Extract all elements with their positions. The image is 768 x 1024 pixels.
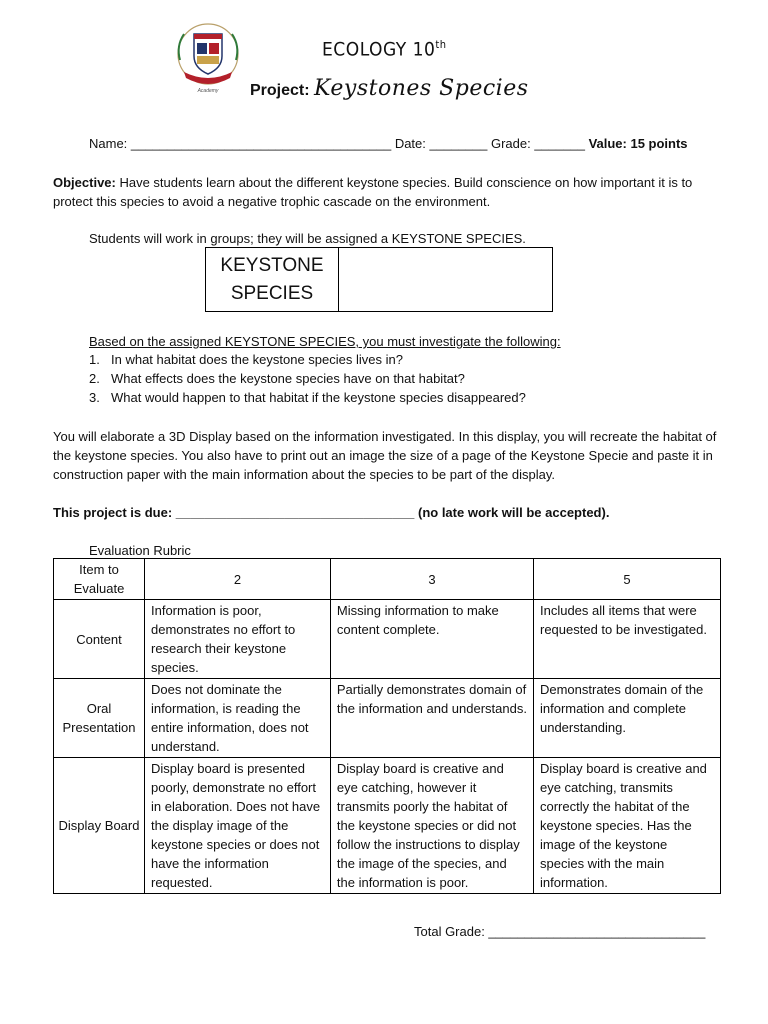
table-cell: Does not dominate the information, is reading the entire information, does not understand.	[145, 679, 331, 758]
investigate-heading: Based on the assigned KEYSTONE SPECIES, you must investigate the following:	[89, 334, 561, 349]
keystone-species-field[interactable]	[339, 248, 552, 311]
table-cell: Demonstrates domain of the information and complete understanding.	[533, 679, 720, 758]
keystone-species-label: KEYSTONE SPECIES	[206, 248, 339, 311]
objective-paragraph	[53, 173, 713, 211]
objective-text: Have students learn about the different keystone species. Build conscience on how important it is to protect this species to avoid a negative trophic cascade on the environment.	[53, 175, 693, 209]
column-header: 2	[145, 559, 331, 600]
evaluation-rubric-table	[53, 558, 721, 894]
table-cell: Partially demonstrates domain of the information and understands.	[330, 679, 533, 758]
table-row	[54, 758, 721, 894]
row-header: Display Board	[54, 758, 145, 894]
total-grade-field[interactable]: Total Grade: ______________________________	[414, 924, 706, 939]
project-name: Keystones Species	[314, 76, 529, 101]
name-field-label[interactable]: Name: ____________________________________	[89, 136, 392, 151]
rubric-title: Evaluation Rubric	[89, 543, 191, 558]
row-header: Oral Presentation	[54, 679, 145, 758]
value-label: Value: 15 points	[588, 136, 688, 151]
table-header-row	[54, 559, 721, 600]
table-cell: Display board is creative and eye catching, transmits correctly the habitat of the keystone species. Has the image of the keystone species with the main information.	[533, 758, 720, 894]
table-row	[54, 679, 721, 758]
school-crest-logo	[170, 20, 246, 96]
due-date-field[interactable]: This project is due: _________________________________	[53, 505, 415, 520]
course-title: ECOLOGY 10th	[322, 38, 447, 61]
list-item: 3. What would happen to that habitat if the keystone species disappeared?	[89, 390, 526, 405]
student-info-line	[89, 136, 688, 151]
project-label: Project:	[250, 82, 310, 99]
groups-instruction: Students will work in groups; they will be assigned a KEYSTONE SPECIES.	[89, 231, 526, 246]
column-header: 5	[533, 559, 720, 600]
due-date-line	[53, 503, 609, 522]
svg-text:Academy: Academy	[197, 88, 219, 94]
table-cell: Includes all items that were requested to be investigated.	[533, 600, 720, 679]
grade-field-label[interactable]: Grade: _______	[490, 136, 585, 151]
table-cell: Display board is presented poorly, demonstrate no effort in elaboration. Does not have the display image of the keystone species or does not have the information requested.	[145, 758, 331, 894]
date-field-label[interactable]: Date: ________	[394, 136, 488, 151]
row-header: Content	[54, 600, 145, 679]
table-cell: Display board is creative and eye catching, however it transmits poorly the habitat of the keystone species or did not follow the instructions to display the image of the species, and the information is poor.	[330, 758, 533, 894]
due-note: (no late work will be accepted).	[414, 505, 610, 520]
keystone-species-box	[205, 247, 553, 312]
objective-label: Objective:	[53, 175, 116, 190]
project-title	[250, 76, 529, 101]
list-item: 2. What effects does the keystone species have on that habitat?	[89, 371, 465, 386]
display-instructions: You will elaborate a 3D Display based on the information investigated. In this display, you will recreate the habitat of the keystone species. You also have to print out an image the size of a page of the Keystone Specie and paste it in construction paper with the main information about the species to be part of the display.	[53, 429, 717, 482]
column-header: 3	[330, 559, 533, 600]
question-list	[89, 350, 526, 407]
table-cell: Information is poor, demonstrates no effort to research their keystone species.	[145, 600, 331, 679]
table-row	[54, 600, 721, 679]
column-header: Item to Evaluate	[54, 559, 145, 600]
table-cell: Missing information to make content complete.	[330, 600, 533, 679]
list-item: 1. In what habitat does the keystone species lives in?	[89, 352, 403, 367]
